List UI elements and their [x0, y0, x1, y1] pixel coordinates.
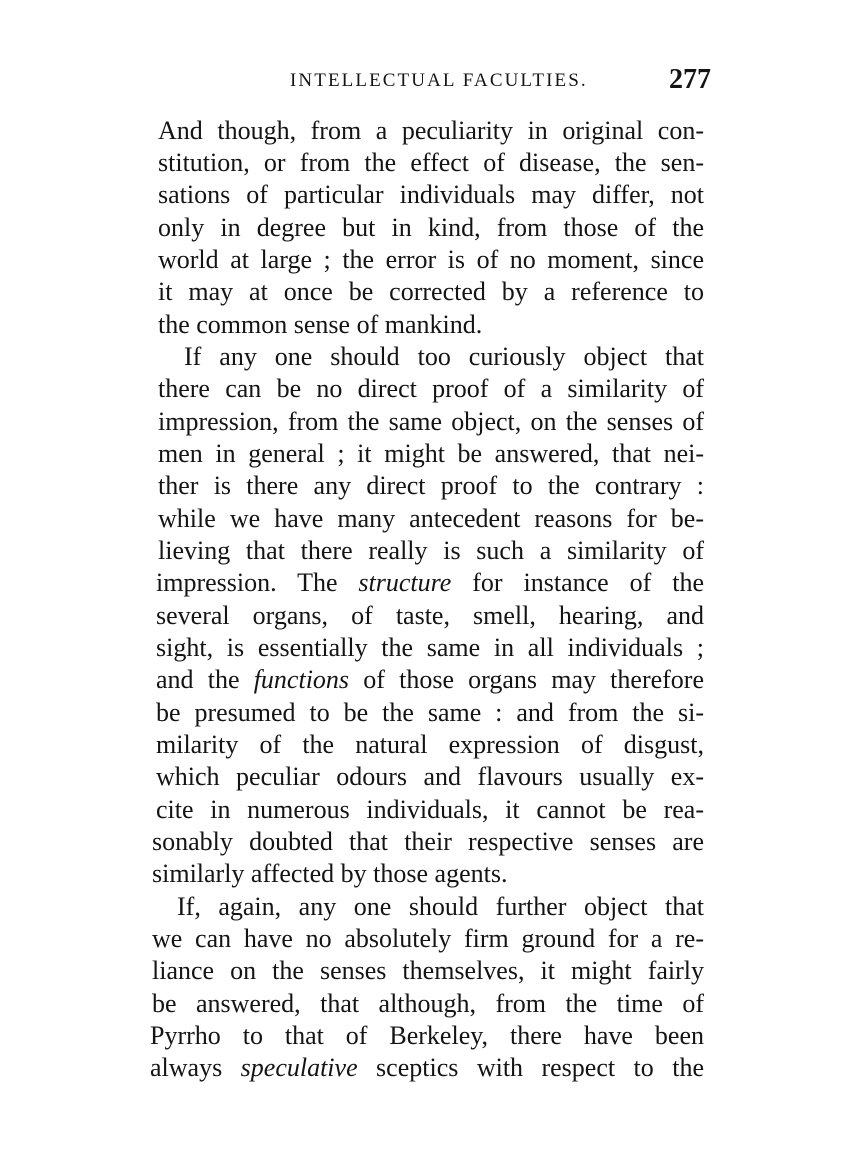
text-line: which peculiar odours and flavours usually ex- — [156, 762, 704, 791]
line-text: impression. The — [156, 568, 359, 597]
italic-word: speculative — [240, 1053, 358, 1082]
text-line: Pyrrho to that of Berkeley, there have been — [150, 1021, 704, 1050]
line-text: of those organs may therefore — [349, 665, 704, 694]
text-line: world at large ; the error is of no moment, since — [158, 245, 704, 274]
text-line: only in degree but in kind, from those of the — [158, 213, 704, 242]
text-line: sight, is essentially the same in all individuals ; — [156, 633, 704, 662]
line-text: and the — [156, 665, 254, 694]
text-line: we can have no absolutely firm ground for a re- — [152, 924, 704, 953]
line-text: always — [150, 1053, 241, 1082]
text-line: be answered, that although, from the time of — [152, 989, 704, 1018]
text-line — [150, 1051, 704, 1084]
line-text: sceptics with respect to the — [357, 1053, 704, 1082]
text-line: milarity of the natural expression of disgust, — [156, 730, 704, 759]
text-line: If any one should too curiously object that — [184, 342, 704, 371]
page-number: 277 — [669, 64, 711, 95]
text-line: several organs, of taste, smell, hearing, and — [156, 601, 704, 630]
text-line: be presumed to be the same : and from the si- — [156, 698, 704, 727]
italic-word: functions — [253, 665, 350, 694]
text-line: liance on the senses themselves, it might fairly — [152, 956, 704, 985]
line-text: for instance of the — [451, 568, 704, 597]
text-line: If, again, any one should further object that — [177, 892, 704, 921]
text-line: impression, from the same object, on the senses of — [158, 407, 704, 436]
text-line: the common sense of mankind. — [158, 310, 483, 339]
text-line: stitution, or from the effect of disease, the sen- — [158, 148, 704, 177]
text-line: And though, from a peculiarity in original con- — [158, 116, 704, 145]
italic-word: structure — [358, 568, 452, 597]
text-line: cite in numerous individuals, it cannot be rea- — [156, 795, 704, 824]
running-head: INTELLECTUAL FACULTIES. — [290, 70, 588, 91]
text-line — [156, 663, 704, 696]
text-line: sations of particular individuals may differ, not — [158, 180, 704, 209]
text-line: similarly affected by those agents. — [152, 859, 508, 888]
text-line: men in general ; it might be answered, that nei- — [158, 439, 704, 468]
text-line: lieving that there really is such a similarity of — [158, 536, 704, 565]
text-line: sonably doubted that their respective senses are — [152, 827, 704, 856]
text-line: while we have many antecedent reasons for be- — [158, 504, 704, 533]
text-line: it may at once be corrected by a reference to — [158, 277, 704, 306]
text-line: ther is there any direct proof to the contrary : — [158, 471, 704, 500]
text-line: there can be no direct proof of a similarity of — [158, 374, 704, 403]
text-line — [156, 566, 704, 599]
